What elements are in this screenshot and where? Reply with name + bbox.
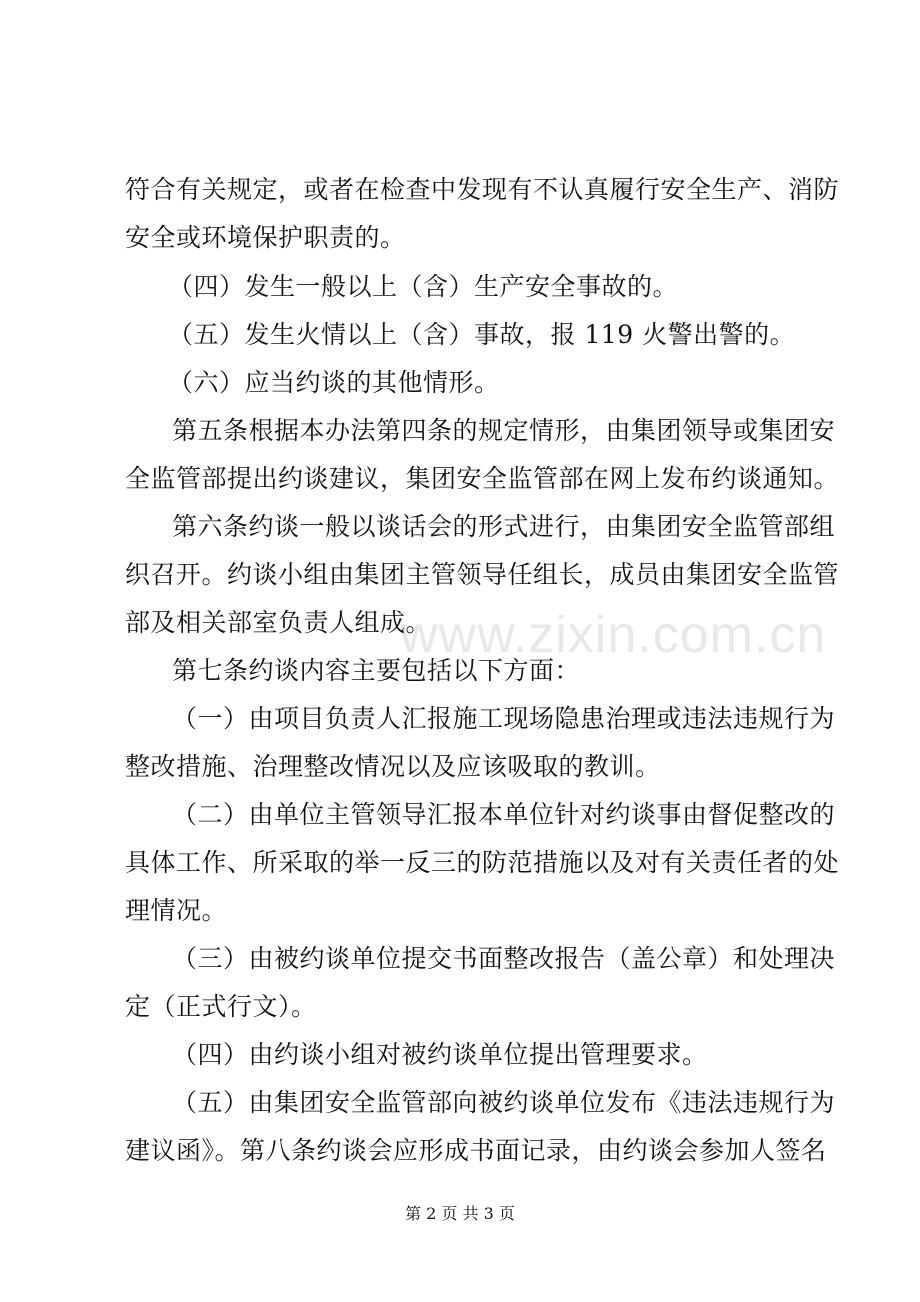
text-line: 定（正式行文）。 [125,992,317,1021]
text-line: 安全或环境保护职责的。 [125,223,406,252]
text-line: （三）由被约谈单位提交书面整改报告（盖公章）和处理决 [172,944,836,973]
text-line: 第五条根据本办法第四条的规定情形，由集团领导或集团安 [172,416,836,445]
page-number-footer: 第 2 页 共 3 页 [405,1204,515,1223]
text-line: （五）发生火情以上（含）事故，报 119 火警出警的。 [168,320,796,349]
text-line: 具体工作、所采取的举一反三的防范措施以及对有关责任者的处 [125,848,840,877]
text-line: 第六条约谈一般以谈话会的形式进行，由集团安全监管部组 [172,512,836,541]
text-line: （一）由项目负责人汇报施工现场隐患治理或违法违规行为 [172,704,836,733]
text-line: （六）应当约谈的其他情形。 [168,368,500,397]
watermark-text: www.zixin.com.cn [400,606,827,664]
text-line: 理情况。 [125,896,228,925]
text-line: （二）由单位主管领导汇报本单位针对约谈事由督促整改的 [172,800,836,829]
text-line: （四）发生一般以上（含）生产安全事故的。 [168,272,679,301]
text-line: 织召开。约谈小组由集团主管领导任组长，成员由集团安全监管 [125,560,840,589]
text-line: 建议函》。第八条约谈会应形成书面记录，由约谈会参加人签名 [125,1136,827,1165]
text-line: 部及相关部室负责人组成。 [125,608,432,637]
text-line: 符合有关规定，或者在检查中发现有不认真履行安全生产、消防 [125,175,840,204]
text-line: （五）由集团安全监管部向被约谈单位发布《违法违规行为 [172,1088,836,1117]
text-line: 全监管部提出约谈建议，集团安全监管部在网上发布约谈通知。 [125,464,840,493]
text-line: 整改措施、治理整改情况以及应该吸取的教训。 [125,752,661,781]
text-line: （四）由约谈小组对被约谈单位提出管理要求。 [172,1040,708,1069]
text-line: 第七条约谈内容主要包括以下方面： [172,656,581,685]
